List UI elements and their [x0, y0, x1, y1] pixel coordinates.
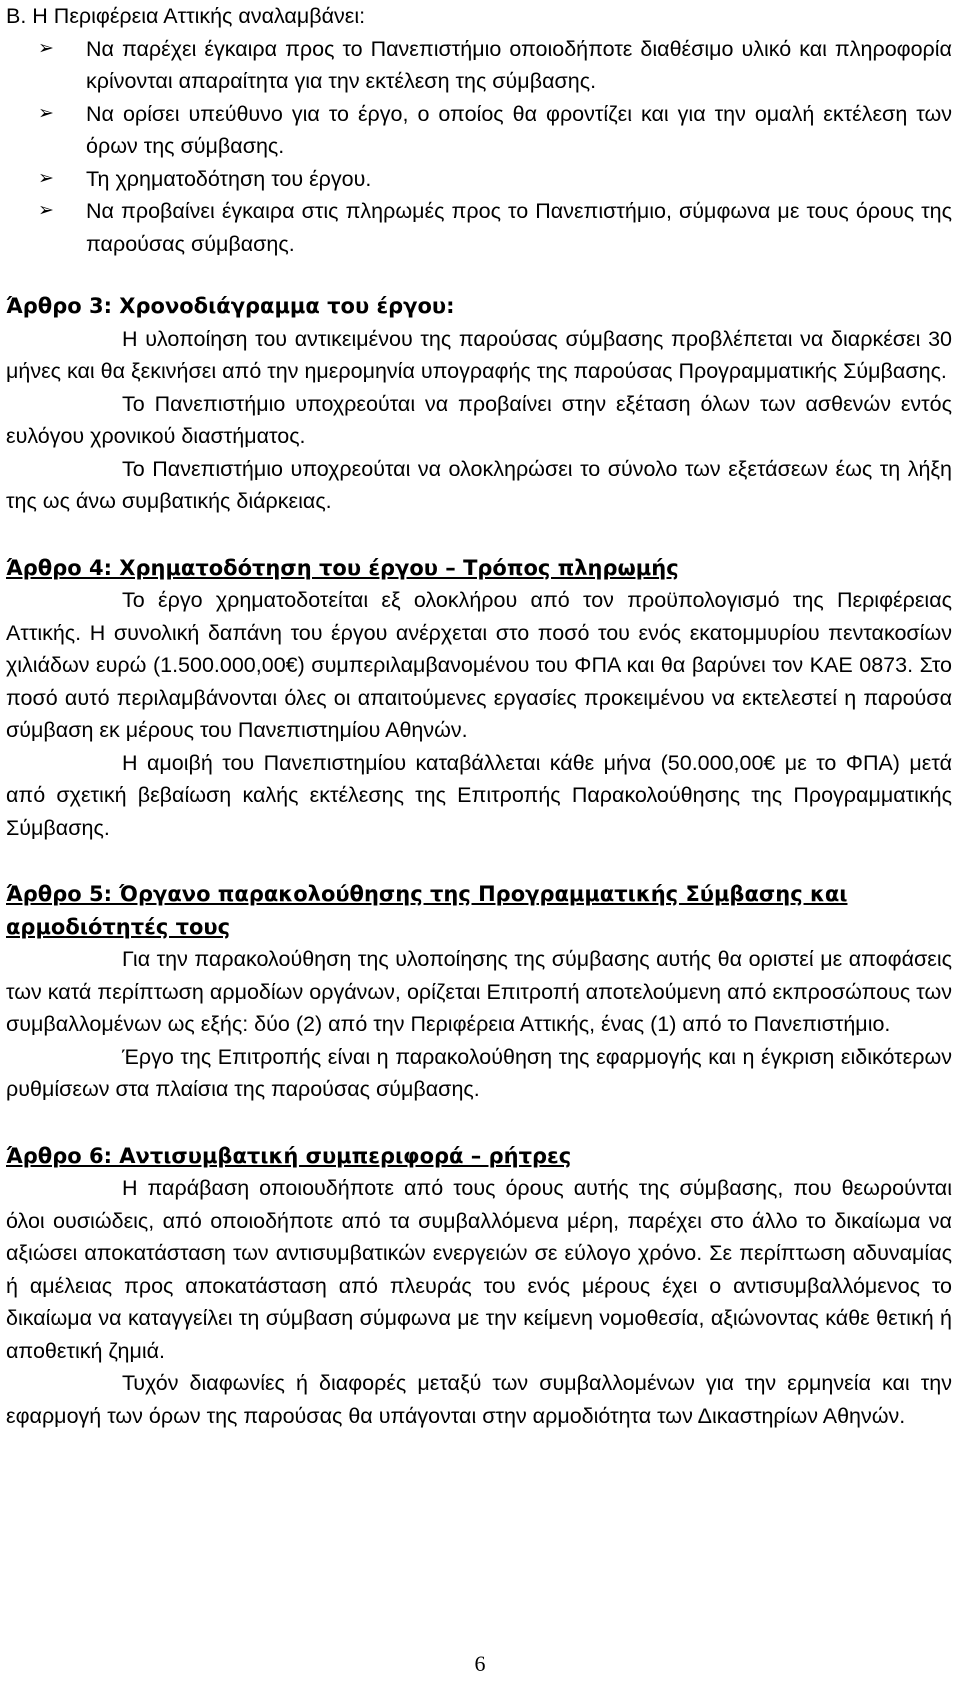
list-item-text: Να παρέχει έγκαιρα προς το Πανεπιστήμιο οποιοδήποτε διαθέσιμο υλικό και πληροφορία κρίνονται απαραίτητα για την εκτέλεση της σύμβασης. — [86, 36, 952, 93]
paragraph: Η αμοιβή του Πανεπιστημίου καταβάλλεται κάθε μήνα (50.000,00€ με το ΦΠΑ) μετά από σχετική βεβαίωση καλής εκτέλεσης της Επιτροπής Παρακολούθησης της Προγραμματικής Σύμβασης. — [6, 750, 952, 840]
document-body — [6, 0, 952, 1432]
arrowhead-bullet-icon: ➢ — [38, 102, 54, 124]
article-3-heading: Άρθρο 3: Χρονοδιάγραμμα του έργου: — [6, 294, 455, 318]
paragraph: Το Πανεπιστήμιο υποχρεούται να προβαίνει στην εξέταση όλων των ασθενών εντός ευλόγου χρονικού διαστήματος. — [6, 391, 952, 448]
list-item-text: Να ορίσει υπεύθυνο για το έργο, ο οποίος θα φροντίζει και για την ομαλή εκτέλεση των όρων της σύμβασης. — [86, 101, 952, 158]
page-number: 6 — [474, 1651, 486, 1676]
article-5-heading — [6, 878, 952, 943]
spacer — [6, 844, 952, 878]
section-b-intro: Β. Η Περιφέρεια Αττικής αναλαμβάνει: — [6, 4, 366, 28]
list-item — [6, 163, 952, 196]
arrowhead-bullet-icon: ➢ — [38, 167, 54, 189]
article-3 — [6, 290, 952, 518]
obligations-list — [6, 33, 952, 261]
arrowhead-bullet-icon: ➢ — [38, 200, 54, 221]
article-5-heading-text: Άρθρο 5: Όργανο παρακολούθησης της Προγραμματικής Σύμβασης και αρμοδιότητές τους — [6, 882, 848, 939]
spacer — [6, 260, 952, 290]
section-b — [6, 0, 952, 260]
list-item — [6, 98, 952, 163]
list-item — [6, 33, 952, 98]
article-6 — [6, 1140, 952, 1433]
article-6-heading — [6, 1140, 952, 1173]
list-item-text: Να προβαίνει έγκαιρα στις πληρωμές προς το Πανεπιστήμιο, σύμφωνα με τους όρους της παρούσας σύμβασης. — [86, 199, 952, 256]
paragraph: Το Πανεπιστήμιο υποχρεούται να ολοκληρώσει το σύνολο των εξετάσεων έως τη λήξη της ως άνω συμβατικής διάρκειας. — [6, 456, 952, 513]
spacer — [6, 1106, 952, 1140]
spacer — [6, 518, 952, 552]
list-item-text: Τη χρηματοδότηση του έργου. — [86, 166, 372, 191]
paragraph: Για την παρακολούθηση της υλοποίησης της σύμβασης αυτής θα οριστεί με αποφάσεις των κατά περίπτωση αρμοδίων οργάνων, ορίζεται Επιτροπή αποτελούμενη από εκπροσώπους των συμβαλλομένων ως εξής: δύο (2) από την Περιφέρεια Αττικής, ένας (1) από το Πανεπιστήμιο. — [6, 947, 952, 1036]
paragraph: Τυχόν διαφωνίες ή διαφορές μεταξύ των συμβαλλομένων για την ερμηνεία και την εφαρμογή των όρων της παρούσας θα υπάγονται στην αρμοδιότητα των Δικαστηρίων Αθηνών. — [6, 1371, 952, 1428]
paragraph: Έργο της Επιτροπής είναι η παρακολούθηση της εφαρμογής και η έγκριση ειδικότερων ρυθμίσεων στα πλαίσια της παρούσας σύμβασης. — [6, 1044, 952, 1101]
paragraph: Η παράβαση οποιουδήποτε από τους όρους αυτής της σύμβασης, που θεωρούνται όλοι ουσιώδεις, από οποιοδήποτε από τα συμβαλλόμενα μέρη, παρέχει στο άλλο το δικαίωμα να αξιώσει αποκατάσταση των αντισυμβατικών ενεργειών σε εύλογο χρόνο. Σε περίπτωση αδυναμίας ή αμέλειας προς αποκατάσταση από πλευράς του ενός μέρους έχει ο αντισυμβαλλόμενος το δικαίωμα να καταγγείλει τη σύμβαση σύμφωνα με την κείμενη νομοθεσία, αξιώνοντας κάθε θετική ή αποθετική ζημιά. — [6, 1176, 952, 1363]
article-4 — [6, 552, 952, 845]
list-item — [6, 195, 952, 260]
article-5 — [6, 878, 952, 1106]
paragraph: Η υλοποίηση του αντικειμένου της παρούσας σύμβασης προβλέπεται να διαρκέσει 30 μήνες και θα ξεκινήσει από την ημερομηνία υπογραφής της παρούσας Προγραμματικής Σύμβασης. — [6, 326, 952, 383]
arrowhead-bullet-icon: ➢ — [38, 37, 54, 59]
paragraph: Το έργο χρηματοδοτείται εξ ολοκλήρου από τον προϋπολογισμό της Περιφέρειας Αττικής. Η συνολική δαπάνη του έργου ανέρχεται στο ποσό του ενός εκατομμυρίου πεντακοσίων χιλιάδων ευρώ (1.500.000,00€) συμπεριλαμβανομένου του ΦΠΑ και θα βαρύνει τον ΚΑΕ 0873. Στο ποσό αυτό περιλαμβάνονται όλες οι απαιτούμενες εργασίες προκειμένου να εκτελεστεί η παρούσα σύμβαση εκ μέρους του Πανεπιστημίου Αθηνών. — [6, 588, 952, 742]
article-4-heading-text: Άρθρο 4: Χρηματοδότηση του έργου – Τρόπος πληρωμής — [6, 555, 679, 580]
article-6-heading-text: Άρθρο 6: Αντισυμβατική συμπεριφορά – ρήτρες — [6, 1143, 572, 1168]
article-4-heading — [6, 552, 952, 585]
